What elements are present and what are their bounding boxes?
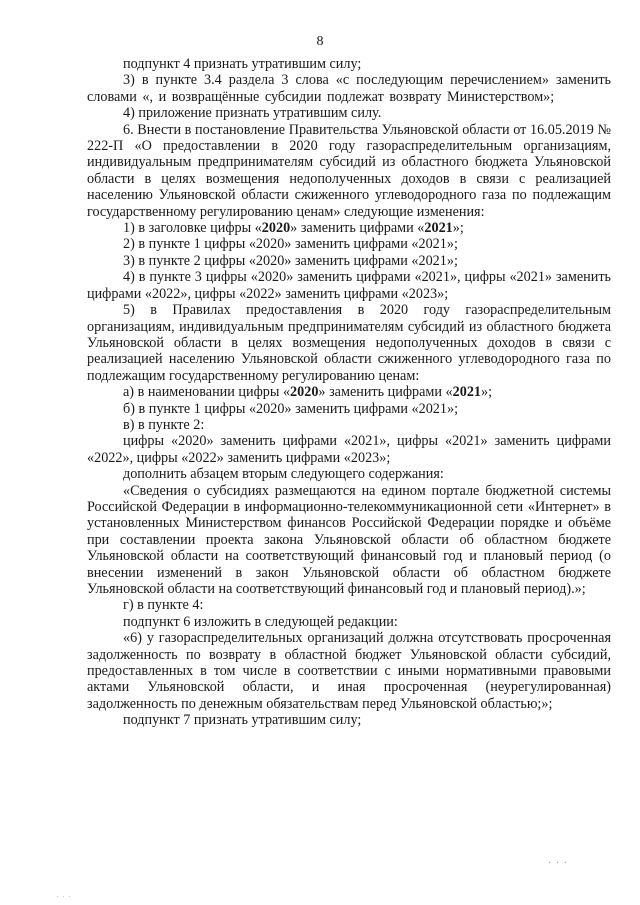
paragraph bbox=[87, 401, 611, 417]
paragraph-text: «6) у газораспределительных организаций должна отсутствовать просроченная задолженность по возврату в областной бюджет Ульяновской области субсидий, предоставленных в том числе в соответствии с иными нормативными правовыми актами Ульяновской области, и иная просроченная (неурегулированная) задолженность по денежным обязательствам перед Ульяновской областью;»; bbox=[87, 630, 611, 712]
paragraph-text: » заменить цифрами « bbox=[318, 384, 453, 401]
paragraph bbox=[87, 466, 611, 482]
paragraph bbox=[87, 220, 611, 236]
paragraph bbox=[87, 630, 611, 712]
paragraph bbox=[87, 236, 611, 252]
paragraph bbox=[87, 269, 611, 302]
paragraph bbox=[87, 433, 611, 466]
paragraph-text: 2) в пункте 1 цифры «2020» заменить цифрами «2021»; bbox=[123, 236, 458, 253]
bold-number: 2021 bbox=[452, 384, 481, 401]
paragraph bbox=[87, 712, 611, 728]
paragraph-text: г) в пункте 4: bbox=[123, 597, 204, 614]
paragraph bbox=[87, 56, 611, 72]
paragraph-text: подпункт 4 признать утратившим силу; bbox=[123, 56, 362, 72]
paragraph bbox=[87, 72, 611, 105]
paragraph bbox=[87, 483, 611, 598]
paragraph-text: 4) в пункте 3 цифры «2020» заменить цифрами «2021», цифры «2021» заменить цифрами «2022», цифры «2022» заменить цифрами «2023»; bbox=[87, 269, 611, 302]
bold-number: 2021 bbox=[424, 220, 453, 237]
paragraph-text: 4) приложение признать утратившим силу. bbox=[123, 105, 382, 122]
paragraph-text: 1) в заголовке цифры « bbox=[123, 220, 262, 237]
paragraph-text: дополнить абзацем вторым следующего содержания: bbox=[123, 466, 444, 483]
paragraph-text: 3) в пункте 3.4 раздела 3 слова «с последующим перечислением» заменить словами «, и возвращённые субсидии подлежат возврату Министерством»; bbox=[87, 72, 611, 105]
paragraph-text: «Сведения о субсидиях размещаются на едином портале бюджетной системы Российской Федерации в информационно-телекоммуникационной сети «Интернет» в установленных Министерством финансов Российской Федерации порядке и объёме при составлении проекта закона Ульяновской области об областном бюджете Ульяновской области на соответствующий финансовый год и плановый период (о внесении изменений в закон Ульяновской области об областном бюджете Ульяновской области на соответствующий финансовый год и плановый период).»; bbox=[87, 482, 611, 597]
scan-speck: · · · bbox=[56, 893, 72, 901]
paragraph-text: 3) в пункте 2 цифры «2020» заменить цифрами «2021»; bbox=[123, 252, 458, 269]
paragraph bbox=[87, 417, 611, 433]
scan-speck: · · · bbox=[548, 858, 568, 869]
paragraph bbox=[87, 302, 611, 384]
paragraph bbox=[87, 384, 611, 400]
paragraph-text: »; bbox=[452, 220, 464, 237]
paragraph-text: а) в наименовании цифры « bbox=[123, 384, 291, 401]
bold-number: 2020 bbox=[261, 220, 291, 237]
paragraph-text: в) в пункте 2: bbox=[123, 416, 205, 433]
page-number: 8 bbox=[316, 34, 324, 49]
paragraph bbox=[87, 105, 611, 121]
paragraph bbox=[87, 122, 611, 220]
paragraph bbox=[87, 253, 611, 269]
paragraph bbox=[87, 597, 611, 613]
document-body bbox=[87, 56, 611, 729]
paragraph-text: цифры «2020» заменить цифрами «2021», цифры «2021» заменить цифрами «2022», цифры «2022» заменить цифрами «2023»; bbox=[87, 433, 611, 466]
paragraph-text: 6. Внести в постановление Правительства Ульяновской области от 16.05.2019 № 222-П «О предоставлении в 2020 году газораспределительным организациям, индивидуальным предпринимателям субсидий из областного бюджета Ульяновской области в целях возмещения недополученных доходов в связи с реализацией населению Ульяновской области сжиженного углеводородного газа по подлежащим государственному регулированию ценам» следующие изменения: bbox=[87, 121, 611, 220]
paragraph-text: подпункт 6 изложить в следующей редакции: bbox=[123, 613, 398, 630]
paragraph-text: 5) в Правилах предоставления в 2020 году газораспределительным организациям, индивидуальным предпринимателям субсидий из областного бюджета Ульяновской области в целях возмещения недополученных доходов в связи с реализацией населению Ульяновской области сжиженного углеводородного газа по подлежащим государственному регулированию ценам: bbox=[87, 302, 611, 384]
paragraph-text: » заменить цифрами « bbox=[290, 220, 425, 237]
paragraph-text: »; bbox=[481, 384, 493, 401]
paragraph bbox=[87, 614, 611, 630]
paragraph-text: подпункт 7 признать утратившим силу; bbox=[123, 712, 362, 729]
bold-number: 2020 bbox=[290, 384, 319, 401]
paragraph-text: б) в пункте 1 цифры «2020» заменить цифрами «2021»; bbox=[123, 400, 459, 417]
